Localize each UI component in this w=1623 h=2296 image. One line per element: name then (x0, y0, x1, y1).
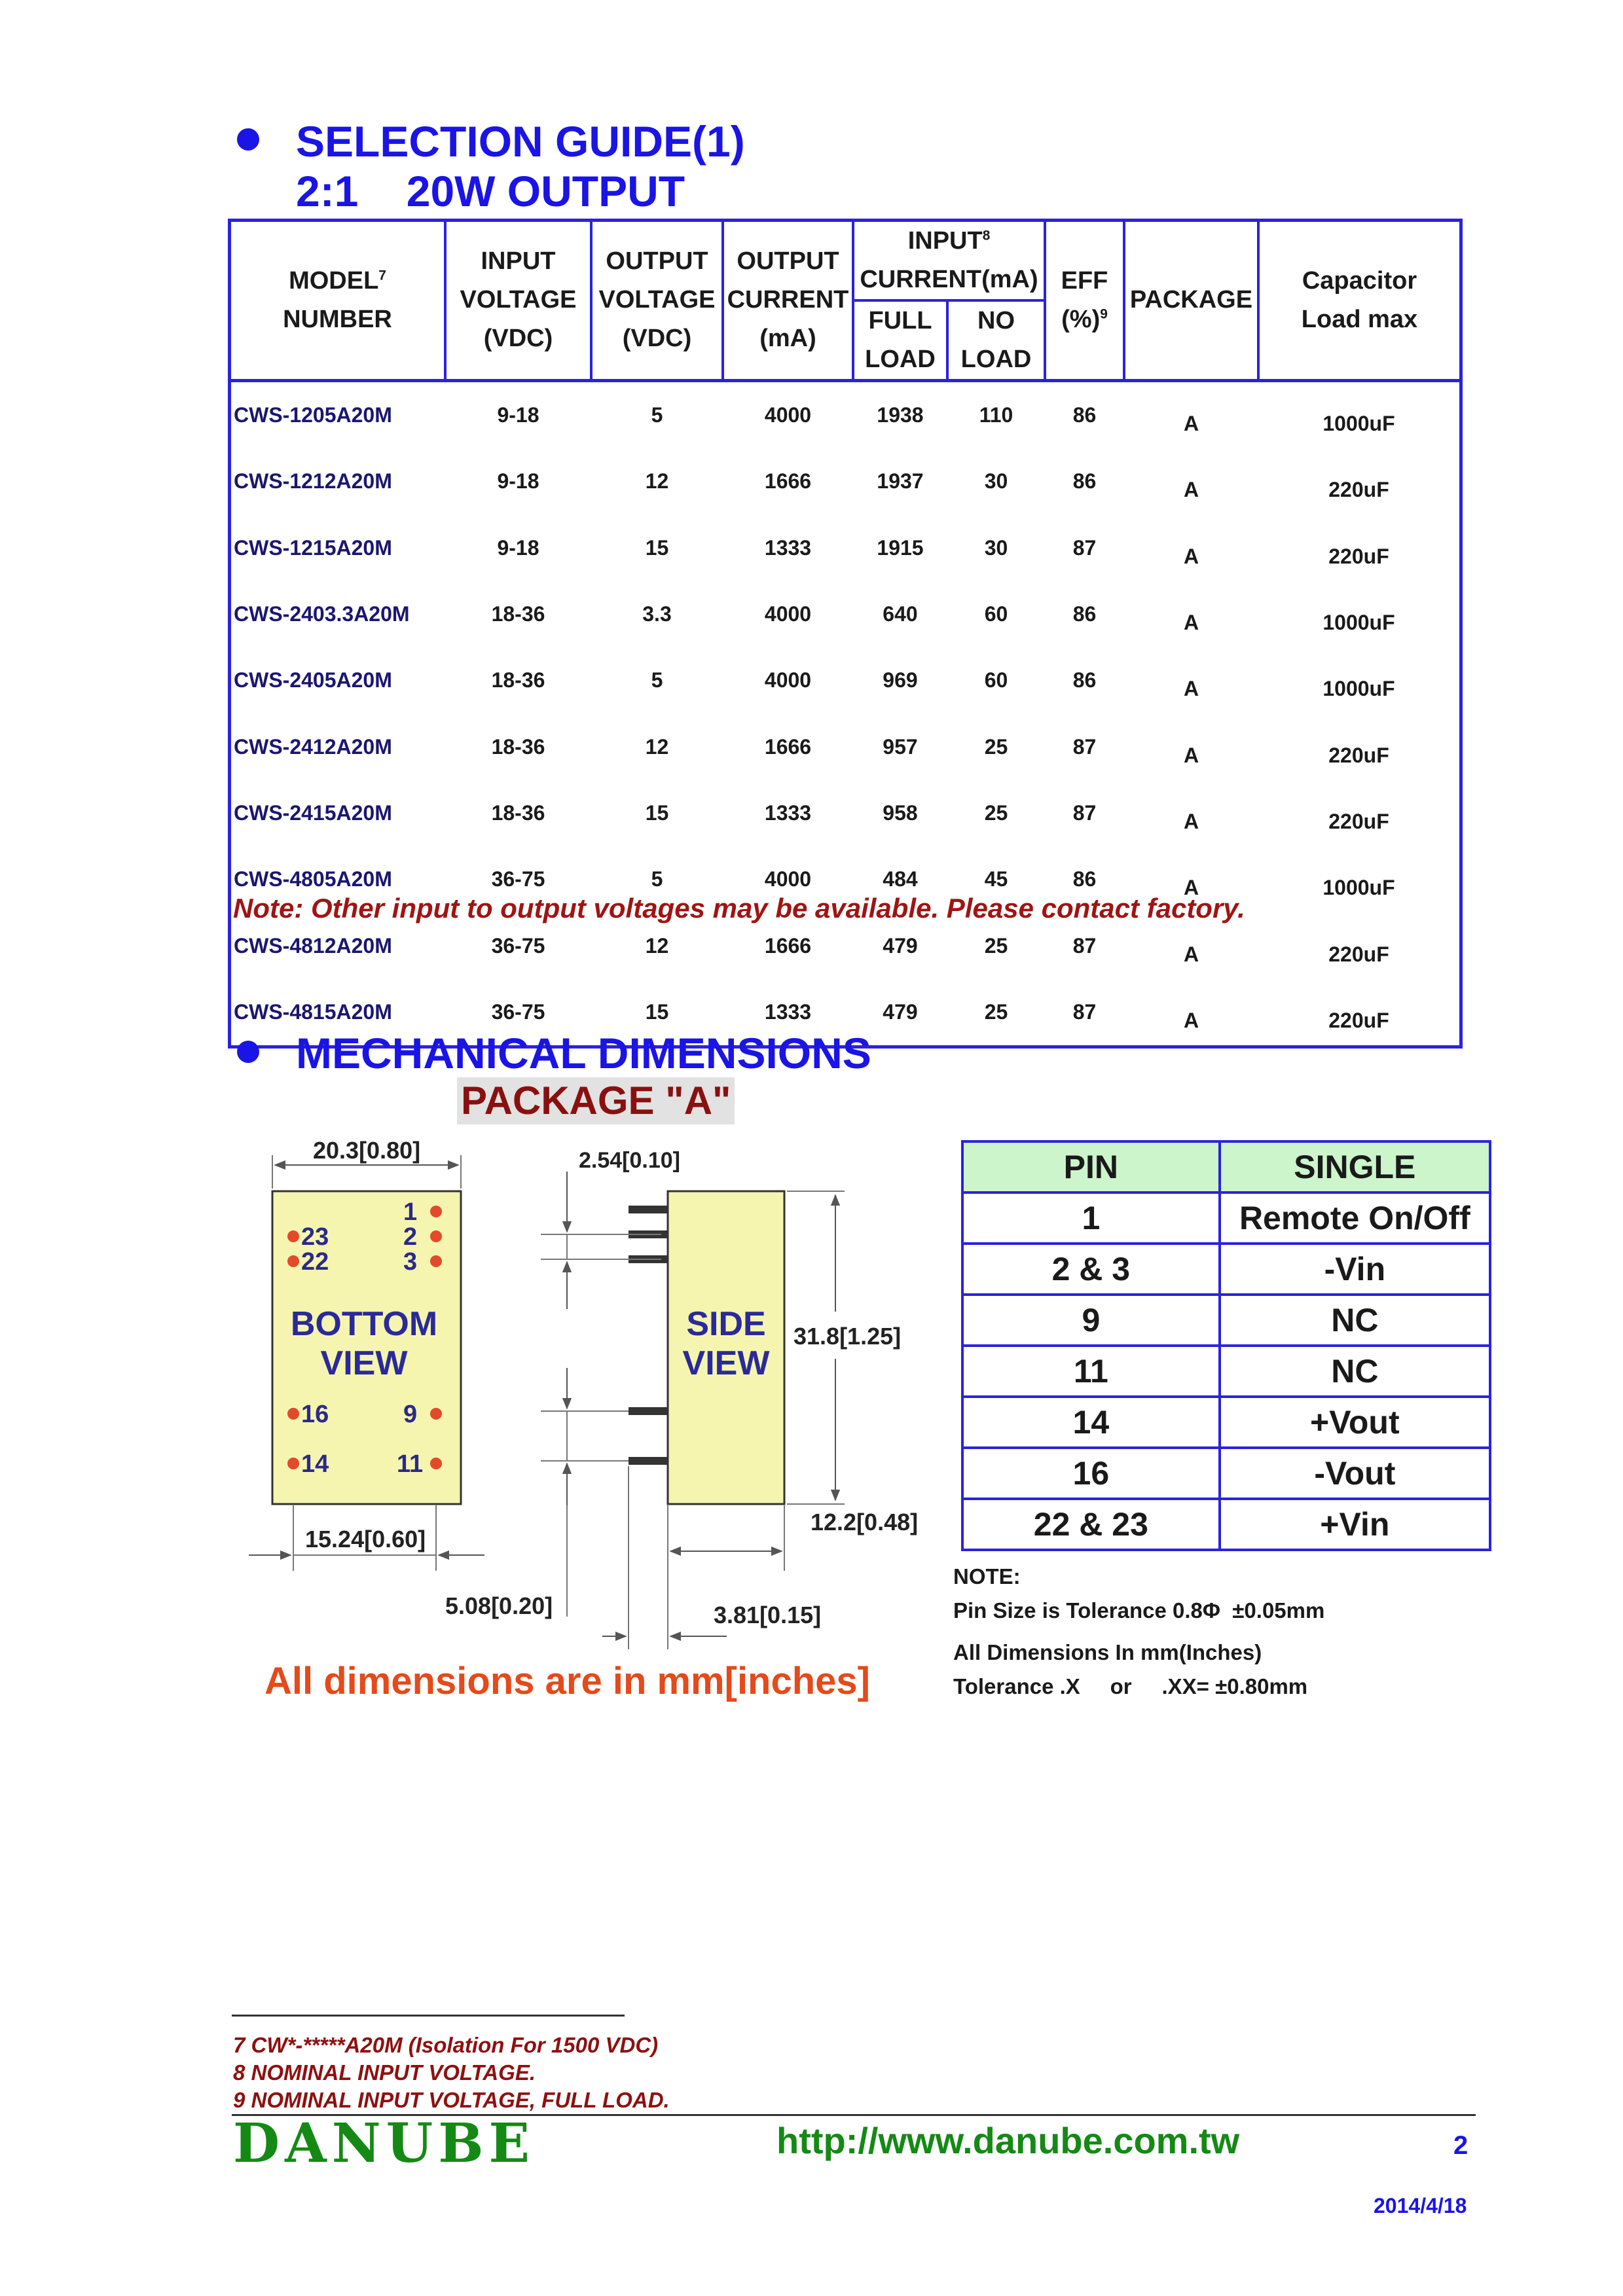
package-cell: A (1183, 810, 1199, 834)
eff-cell: 86 (1072, 403, 1097, 427)
side-pin (629, 1407, 668, 1415)
capacitor-cell: 1000uF (1322, 677, 1395, 701)
vout-cell: 5 (651, 403, 663, 427)
selection-guide-table (228, 219, 1463, 1049)
bottom-view-label: BOTTOM (290, 1305, 438, 1343)
eff-cell: 87 (1072, 734, 1097, 759)
iout-cell: 1333 (764, 535, 812, 560)
iout-cell: 1333 (764, 801, 812, 825)
eff-cell: 86 (1072, 668, 1097, 692)
package-label: PACKAGE "A" (457, 1077, 735, 1124)
eff-cell: 86 (1072, 469, 1097, 493)
pin-label-16: 16 (301, 1401, 329, 1428)
note-heading: NOTE: (953, 1564, 1021, 1588)
model-cell: CWS-2412A20M (234, 734, 392, 759)
vout-cell: 3.3 (642, 601, 672, 626)
no-load-cell: 60 (984, 668, 1008, 692)
vin-cell: 9-18 (497, 403, 539, 427)
table-row (231, 581, 1459, 647)
model-cell: CWS-1205A20M (234, 403, 392, 427)
pin-dot (287, 1230, 299, 1242)
model-cell: CWS-4805A20M (234, 867, 392, 891)
eff-cell: 87 (1072, 1000, 1097, 1024)
pin-table (961, 1140, 1491, 1551)
no-load-cell: 30 (984, 535, 1008, 560)
vout-cell: 15 (645, 1000, 669, 1024)
package-cell: A (1183, 1009, 1199, 1033)
pin-dot (430, 1408, 442, 1420)
capacitor-cell: 220uF (1328, 478, 1389, 502)
eff-cell: 86 (1072, 867, 1097, 891)
header-package: PACKAGE (1124, 222, 1258, 380)
dim-height: 31.8[1.25] (793, 1323, 902, 1350)
side-pin (629, 1206, 668, 1213)
package-cell: A (1183, 610, 1199, 634)
iout-cell: 4000 (764, 668, 812, 692)
pin-function-cell: -Vout (1220, 1448, 1490, 1499)
pin-label-22: 22 (301, 1248, 329, 1276)
header-eff: EFF (%)$^9$ (1045, 222, 1124, 380)
pin-label-14: 14 (301, 1450, 329, 1478)
pin-row (962, 1295, 1490, 1346)
pin-function-cell: Remote On/Off (1220, 1193, 1490, 1244)
pin-number-cell: 2 & 3 (962, 1244, 1220, 1295)
dim-width: 20.3[0.80] (313, 1137, 421, 1164)
vin-cell: 36-75 (491, 933, 545, 958)
dim-pin-offset: 5.08[0.20] (445, 1592, 553, 1619)
package-cell: A (1183, 876, 1199, 900)
vout-cell: 15 (645, 801, 669, 825)
pin-dot (430, 1255, 442, 1267)
mechanical-title: MECHANICAL DIMENSIONS (296, 1029, 871, 1077)
eff-cell: 87 (1072, 535, 1097, 560)
vout-cell: 5 (651, 668, 663, 692)
package-cell: A (1183, 478, 1199, 502)
vin-cell: 36-75 (491, 867, 545, 891)
package-cell: A (1183, 743, 1199, 767)
no-load-cell: 60 (984, 601, 1008, 626)
header-no-load: NO LOAD (947, 300, 1045, 380)
table-row (231, 380, 1459, 448)
capacitor-cell: 220uF (1328, 1009, 1389, 1033)
iout-cell: 4000 (764, 403, 812, 427)
note-line: Tolerance .X or .XX= ±0.80mm (953, 1674, 1308, 1698)
header-full-load: FULL LOAD (853, 300, 947, 380)
footnote-rule (232, 2015, 625, 2017)
pin-row (962, 1346, 1490, 1397)
pin-dot (430, 1230, 442, 1242)
pin-function-cell: NC (1220, 1295, 1490, 1346)
page-number: 2 (1453, 2131, 1468, 2160)
pin-label-1: 1 (403, 1198, 418, 1226)
side-view-label: VIEW (682, 1344, 770, 1382)
full-load-cell: 484 (883, 867, 918, 891)
note-line: Pin Size is Tolerance 0.8Φ ±0.05mm (953, 1598, 1325, 1623)
header-input-voltage: INPUT VOLTAGE (VDC) (445, 222, 591, 380)
section-bullet (237, 128, 259, 151)
eff-cell: 86 (1072, 601, 1097, 626)
full-load-cell: 957 (883, 734, 918, 759)
model-cell: CWS-2405A20M (234, 668, 392, 692)
pin-row (962, 1499, 1490, 1550)
pin-number-cell: 22 & 23 (962, 1499, 1220, 1550)
bottom-view-label: VIEW (320, 1344, 408, 1382)
iout-cell: 1666 (764, 933, 812, 958)
model-cell: CWS-2403.3A20M (234, 601, 410, 626)
no-load-cell: 25 (984, 734, 1008, 759)
vin-cell: 18-36 (491, 601, 545, 626)
table-row (231, 514, 1459, 581)
table-row (231, 780, 1459, 846)
table-row (231, 448, 1459, 514)
pin-number-cell: 9 (962, 1295, 1220, 1346)
footer-url[interactable]: http://www.danube.com.tw (776, 2120, 1240, 2161)
pin-label-9: 9 (403, 1401, 418, 1428)
vin-cell: 9-18 (497, 469, 539, 493)
iout-cell: 1333 (764, 1000, 812, 1024)
pin-number-cell: 16 (962, 1448, 1220, 1499)
selection-title: SELECTION GUIDE(1) (296, 117, 745, 166)
pin-number-cell: 1 (962, 1193, 1220, 1244)
dim-side-depth: 12.2[0.48] (811, 1509, 919, 1535)
capacitor-cell: 1000uF (1322, 610, 1395, 634)
iout-cell: 4000 (764, 867, 812, 891)
iout-cell: 1666 (764, 734, 812, 759)
pin-dot (287, 1408, 299, 1420)
note-line: All Dimensions In mm(Inches) (953, 1640, 1262, 1664)
iout-cell: 1666 (764, 469, 812, 493)
pin-label-3: 3 (403, 1248, 418, 1276)
dim-standoff: 3.81[0.15] (714, 1602, 822, 1628)
header-model: MODEL$^7$ NUMBER (231, 222, 445, 380)
vin-cell: 18-36 (491, 668, 545, 692)
pin-function-cell: NC (1220, 1346, 1490, 1397)
full-load-cell: 969 (883, 668, 918, 692)
model-cell: CWS-2415A20M (234, 801, 392, 825)
package-cell: A (1183, 942, 1199, 966)
selection-note: Note: Other input to output voltages may be available. Please contact factory. (233, 893, 1245, 924)
no-load-cell: 110 (979, 403, 1013, 427)
selection-subtitle: 2:1 20W OUTPUT (296, 167, 685, 215)
full-load-cell: 1938 (877, 403, 924, 427)
units-note: All dimensions are in mm[inches] (264, 1660, 870, 1702)
no-load-cell: 25 (984, 1000, 1008, 1024)
table-row (231, 714, 1459, 780)
package-cell: A (1183, 411, 1199, 435)
vout-cell: 15 (645, 535, 669, 560)
eff-cell: 87 (1072, 933, 1097, 958)
table-row (231, 647, 1459, 713)
no-load-cell: 30 (984, 469, 1008, 493)
pin-function-cell: +Vin (1220, 1499, 1490, 1550)
capacitor-cell: 1000uF (1322, 876, 1395, 900)
no-load-cell: 25 (984, 933, 1008, 958)
pin-row (962, 1448, 1490, 1499)
pin-number-cell: 11 (962, 1346, 1220, 1397)
side-view-label: SIDE (686, 1305, 766, 1343)
pin-dot (287, 1255, 299, 1267)
vin-cell: 36-75 (491, 1000, 545, 1024)
full-load-cell: 479 (883, 1000, 918, 1024)
vin-cell: 18-36 (491, 801, 545, 825)
header-output-current: OUTPUT CURRENT (mA) (723, 222, 853, 380)
pin-function-cell: -Vin (1220, 1244, 1490, 1295)
pin-label-11: 11 (397, 1450, 424, 1478)
header-capacitor: Capacitor Load max (1258, 222, 1459, 380)
pin-row (962, 1397, 1490, 1448)
no-load-cell: 25 (984, 801, 1008, 825)
vout-cell: 12 (645, 469, 669, 493)
single-col-header: SINGLE (1220, 1141, 1490, 1193)
full-load-cell: 1915 (877, 535, 924, 560)
footnote-8: 8 NOMINAL INPUT VOLTAGE. (233, 2060, 536, 2085)
pin-row (962, 1244, 1490, 1295)
eff-cell: 87 (1072, 801, 1097, 825)
section-bullet (237, 1041, 259, 1063)
model-cell: CWS-1212A20M (234, 469, 392, 493)
pin-function-cell: +Vout (1220, 1397, 1490, 1448)
footnote-7: 7 CW*-*****A20M (Isolation For 1500 VDC) (233, 2033, 659, 2057)
full-load-cell: 640 (883, 601, 918, 626)
model-cell: CWS-4815A20M (234, 1000, 392, 1024)
brand-logo: DANUBE (233, 2112, 536, 2175)
capacitor-cell: 220uF (1328, 544, 1389, 568)
pin-label-23: 23 (301, 1223, 329, 1251)
pin-label-2: 2 (403, 1223, 418, 1251)
header-input-current: INPUT$^8$ CURRENT(mA) (853, 222, 1045, 300)
vin-cell: 18-36 (491, 734, 545, 759)
pin-dot (430, 1458, 442, 1469)
pin-col-header: PIN (962, 1141, 1220, 1193)
iout-cell: 4000 (764, 601, 812, 626)
capacitor-cell: 1000uF (1322, 411, 1395, 435)
full-load-cell: 479 (883, 933, 918, 958)
vin-cell: 9-18 (497, 535, 539, 560)
footer-date: 2014/4/18 (1374, 2194, 1467, 2217)
capacitor-cell: 220uF (1328, 810, 1389, 834)
capacitor-cell: 220uF (1328, 743, 1389, 767)
model-cell: CWS-1215A20M (234, 535, 392, 560)
dim-pitch: 2.54[0.10] (579, 1148, 680, 1173)
dim-bottom-span: 15.24[0.60] (305, 1526, 426, 1552)
pin-dot (287, 1458, 299, 1469)
pin-number-cell: 14 (962, 1397, 1220, 1448)
no-load-cell: 45 (984, 867, 1008, 891)
full-load-cell: 1937 (877, 469, 924, 493)
mechanical-drawing (236, 1113, 956, 1734)
pin-row (962, 1193, 1490, 1244)
vout-cell: 12 (645, 734, 669, 759)
full-load-cell: 958 (883, 801, 918, 825)
vout-cell: 5 (651, 867, 663, 891)
footnote-9: 9 NOMINAL INPUT VOLTAGE, FULL LOAD. (233, 2088, 670, 2112)
side-pin (629, 1457, 668, 1465)
pin-dot (430, 1206, 442, 1217)
package-cell: A (1183, 544, 1199, 568)
model-cell: CWS-4812A20M (234, 933, 392, 958)
vout-cell: 12 (645, 933, 669, 958)
capacitor-cell: 220uF (1328, 942, 1389, 966)
package-cell: A (1183, 677, 1199, 701)
header-output-voltage: OUTPUT VOLTAGE (VDC) (591, 222, 723, 380)
